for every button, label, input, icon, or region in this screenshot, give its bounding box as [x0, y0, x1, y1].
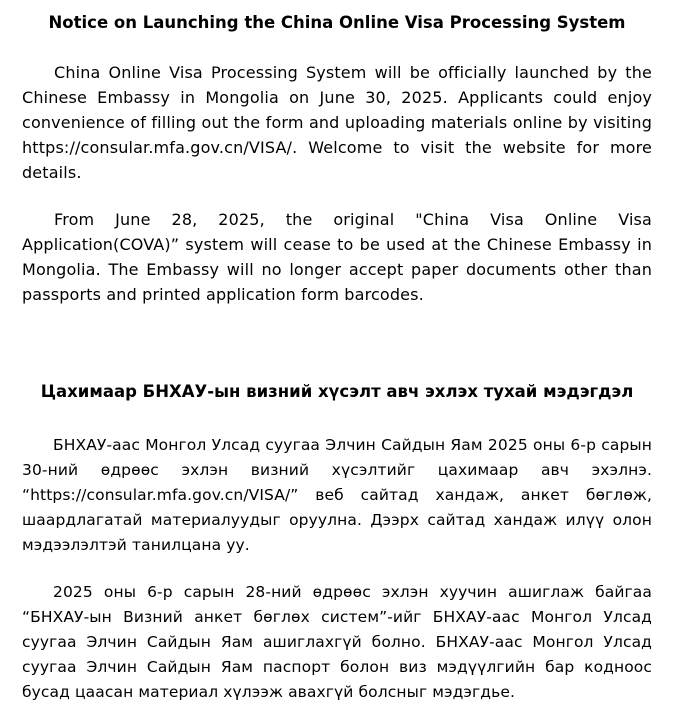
- mongolian-notice-title: Цахимаар БНХАУ-ын визний хүсэлт авч эхлэх тухай мэдэгдэл: [40, 382, 634, 401]
- english-notice-section: [22, 12, 652, 307]
- english-paragraph-cova-cessation: From June 28, 2025, the original "China Visa Online Visa Application(COVA)” system will cease to be used at the Chinese Embassy in Mongolia. The Embassy will no longer accept paper documents other than passports and printed application form barcodes.: [22, 210, 652, 304]
- mongolian-paragraph-launch: БНХАУ-аас Монгол Улсад суугаа Элчин Сайдын Яам 2025 оны 6-р сарын 30-ний өдрөөс эхлэн визний хүсэлтийг цахимаар авч эхэлнэ. “https://consular.mfa.gov.cn/VISA/” веб сайтад хандаж, анкет бөглөж, шаардлагатай материалуудыг оруулна. Дээрх сайтад хандаж илүү олон мэдээлэлтэй танилцана уу.: [22, 436, 652, 554]
- english-notice-title: Notice on Launching the China Online Visa Processing System: [48, 13, 626, 32]
- english-paragraph-launch: China Online Visa Processing System will be officially launched by the Chinese Embassy in Mongolia on June 30, 2025. Applicants could enjoy convenience of filling out the form and uploading materials online by visiting https://consular.mfa.gov.cn/VISA/. Welcome to visit the website for more details.: [22, 63, 652, 182]
- mongolian-notice-section: [22, 381, 652, 705]
- mongolian-paragraph-cessation: 2025 оны 6-р сарын 28-ний өдрөөс эхлэн хуучин ашиглаж байгаа “БНХАУ-ын Визний анкет бөглөх систем”-ийг БНХАУ-аас Монгол Улсад суугаа Элчин Сайдын Яам ашиглахгүй болно. БНХАУ-аас Монгол Улсад суугаа Элчин Сайдын Яам паспорт болон виз мэдүүлгийн бар кодноос бусад цаасан материал хүлээж авахгүй болсныг мэдэгдье.: [22, 583, 652, 701]
